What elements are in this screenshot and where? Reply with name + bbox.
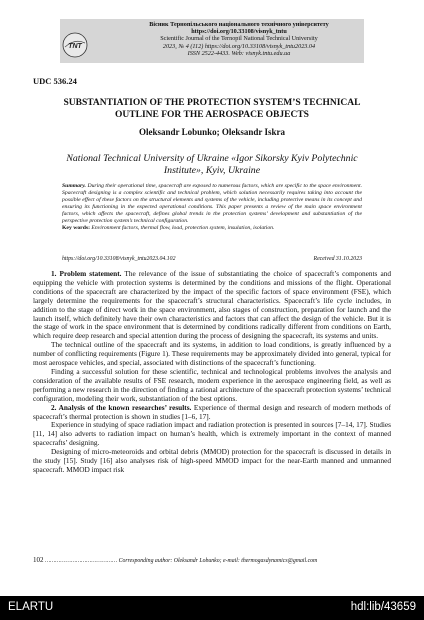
body-paragraph (33, 341, 391, 368)
journal-issue: 2023, № 4 (112) https://doi.org/10.33108/visnyk_tntu2023.04 (162, 42, 316, 50)
page-number: 102 (33, 556, 44, 564)
body-paragraph (33, 448, 391, 475)
body-paragraph (33, 421, 391, 448)
keywords-label: Key words: (62, 225, 90, 231)
abstract-summary (62, 183, 362, 225)
paragraph-text: Designing of micro-meteoroids and orbital debris (MMOD) protection for the spacecraft is discussed in details in the study [15]. Study [16] also analyses risk of high-speed MMOD impact for the near-Earth manned and unmanned spacecraft. MMOD impact risk (33, 447, 391, 474)
body-paragraph (33, 270, 391, 341)
paper-title (40, 97, 384, 121)
repository-bar (0, 596, 424, 620)
article-doi-link[interactable]: https://doi.org/10.33108/visnyk_tntu2023.04.102 (62, 256, 176, 262)
section-heading: 1. Problem statement. (51, 269, 122, 278)
body-paragraph (33, 368, 391, 404)
affiliation-line1: National Technical University of Ukraine «Igor Sikorsky Kyiv Polytechnic (66, 153, 358, 164)
article-body (33, 270, 391, 475)
keywords-text: Environment factors, thermal flow, load, protection system, insulation, isolation. (91, 225, 275, 231)
section-heading: 2. Analysis of the known researches’ results. (51, 402, 192, 412)
handle-id[interactable]: hdl:lib/43659 (350, 601, 416, 613)
paragraph-text: The relevance of the issue of substantiating the choice of spacecraft’s components and equipping the vehicle with protection systems is determined by the conditions and missions of the flight. Operational conditions of the spacecraft are characterized by the impact of the specific factors of space environment (FSE), which largely determine the requirements for the spacecraft’s structural characteristics. Spacecraft’s life cycle includes, in addition to the stage of direct work in the space environment, also stages of construction, preparation for launch and the launch itself, which definitely have their own characteristics and factors that can affect the design of the vehicle. But it is the stage of work in the space environment that is determined by conditions radically different from conditions on Earth, which require deep research and special attention during the process of designing the spacecraft, its systems and units. (33, 269, 392, 341)
svg-text:TNT: TNT (68, 43, 82, 50)
authors: Oleksandr Lobunko; Oleksandr Iskra (139, 127, 285, 137)
affiliation (48, 153, 376, 177)
udc-code: UDC 536.24 (33, 76, 77, 86)
paragraph-text: Finding a successful solution for these scientific, technical and technological problems involves the analysis and consideration of the available results of FSE research, modern experience in the aerospace engineering field, as well as performing a new research in the direction of finding a rational architecture of the spacecraft protection systems’ technical configuration, modeling their work, substantiation of the best options. (33, 366, 391, 403)
paper-title-line1: SUBSTANTIATION OF THE PROTECTION SYSTEM’S TECHNICAL (63, 98, 361, 108)
journal-title-ua: Вісник Тернопільського національного технічного університету (149, 21, 329, 28)
page-footer (33, 556, 391, 564)
body-paragraph (33, 404, 391, 422)
journal-title-en: Scientific Journal of the Ternopil National Technical University (160, 35, 318, 43)
tntu-logo-icon (62, 32, 88, 58)
abstract-label: Summary. (62, 183, 86, 189)
doi-line (62, 256, 362, 262)
paragraph-text: Experience in studying of space radiation impact and radiation protection is presented in sources [7–14, 17]. Studies [11, 14] also adverts to radiation impact on human’s health, which is extremely important in the context of manned spacecrafts’ designing. (33, 420, 391, 448)
abstract (62, 183, 362, 232)
received-date: Received 31.10.2023 (313, 256, 362, 262)
paper-title-line2: OUTLINE FOR THE AEROSPACE OBJECTS (115, 110, 309, 120)
corresponding-author: Corresponding author: Oleksandr Lobunko; e-mail: thermogasdynamics@gmail.com (118, 558, 318, 564)
keywords (62, 225, 362, 232)
affiliation-line2: Institute», Kyiv, Ukraine (163, 165, 261, 176)
journal-issn: ISSN 2522-4433. Web: visnyk.tntu.edu.ua (187, 49, 291, 57)
journal-header (60, 19, 364, 63)
repository-name[interactable]: ELARTU (8, 601, 54, 613)
abstract-text: During their operational time, spacecraft are exposed to numerous factors, which are specific to the space environment. Spacecraft designing is a complex scientific and technical problem, which solution necessarily requires taking into account the possible effect of these factors on the structural elements and systems of the vehicle, including protective means in its concept and ensuring its functioning in the expected operational conditions. This paper presents a review of the main space environment factors, which affects the spacecraft, defines global trends in the protection systems’ development and substantiation of the perspective protection system’s technical configuration. (62, 183, 363, 224)
journal-doi[interactable]: https://doi.org/10.33108/visnyk_tntu (191, 28, 287, 36)
paragraph-text: Experience of thermal design and research of modern methods of spacecraft’s thermal protection is shown in studies [1–6, 17]. (33, 402, 391, 421)
paragraph-text: The technical outline of the spacecraft and its systems, in addition to load conditions, is greatly influenced by a number of conflicting requirements (Figure 1). These requirements may be approximately divided into general, typical for most aerospace vehicles, and special, associated with distinctions of the spacecraft’s functioning. (33, 340, 391, 368)
footer-dots: …………………………………… (44, 558, 118, 564)
